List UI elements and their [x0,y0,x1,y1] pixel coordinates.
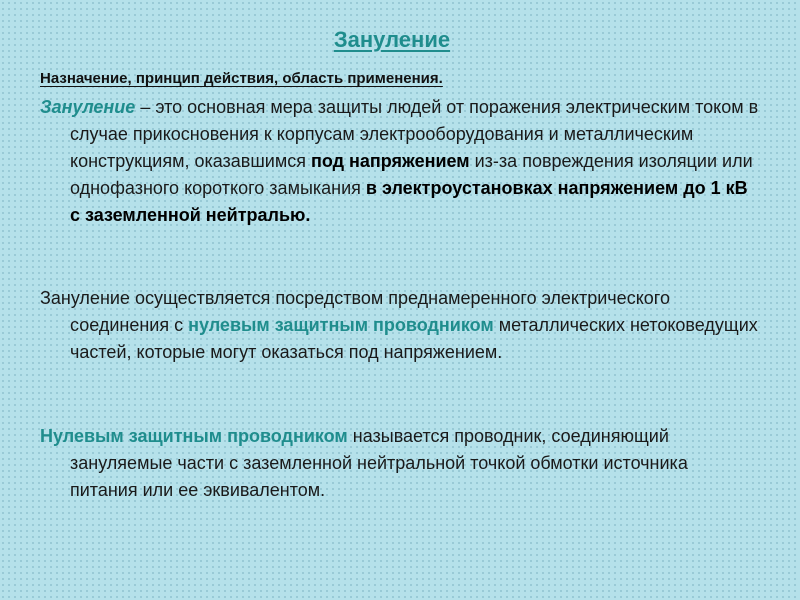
term-zanulenie: Зануление [40,97,136,117]
paragraph-method [40,285,760,366]
paragraph-text: – это основная мера защиты людей от поражения электрическим током в случае прикосновения к корпусам электрооборудования и металлическим конструкциям, оказавшимся [70,97,759,171]
term-neutral-conductor: нулевым защитным проводником [188,315,494,335]
emphasis-text: в электроустановках напряжением до 1 кВ с заземленной нейтралью. [70,178,748,225]
paragraph-text: называется проводник, соединяющий зануляемые части с заземленной нейтральной точкой обмотки источника питания или ее эквивалентом. [70,426,688,500]
paragraph-text: металлических нетоковедущих частей, которые могут оказаться под напряжением. [70,315,758,362]
slide-subtitle: Назначение, принцип действия, область применения. [40,70,443,87]
paragraph-text: из-за повреждения изоляции или однофазного короткого замыкания [70,151,753,198]
emphasis-text: под напряжением [310,151,470,171]
paragraph-definition [40,94,760,229]
term-neutral-conductor: Нулевым защитным проводником [40,426,348,446]
paragraph-conductor-definition [40,423,760,504]
paragraph-text: Зануление осуществляется посредством преднамеренного электрического соединения с [40,288,670,335]
slide-title: Зануление [333,27,451,52]
